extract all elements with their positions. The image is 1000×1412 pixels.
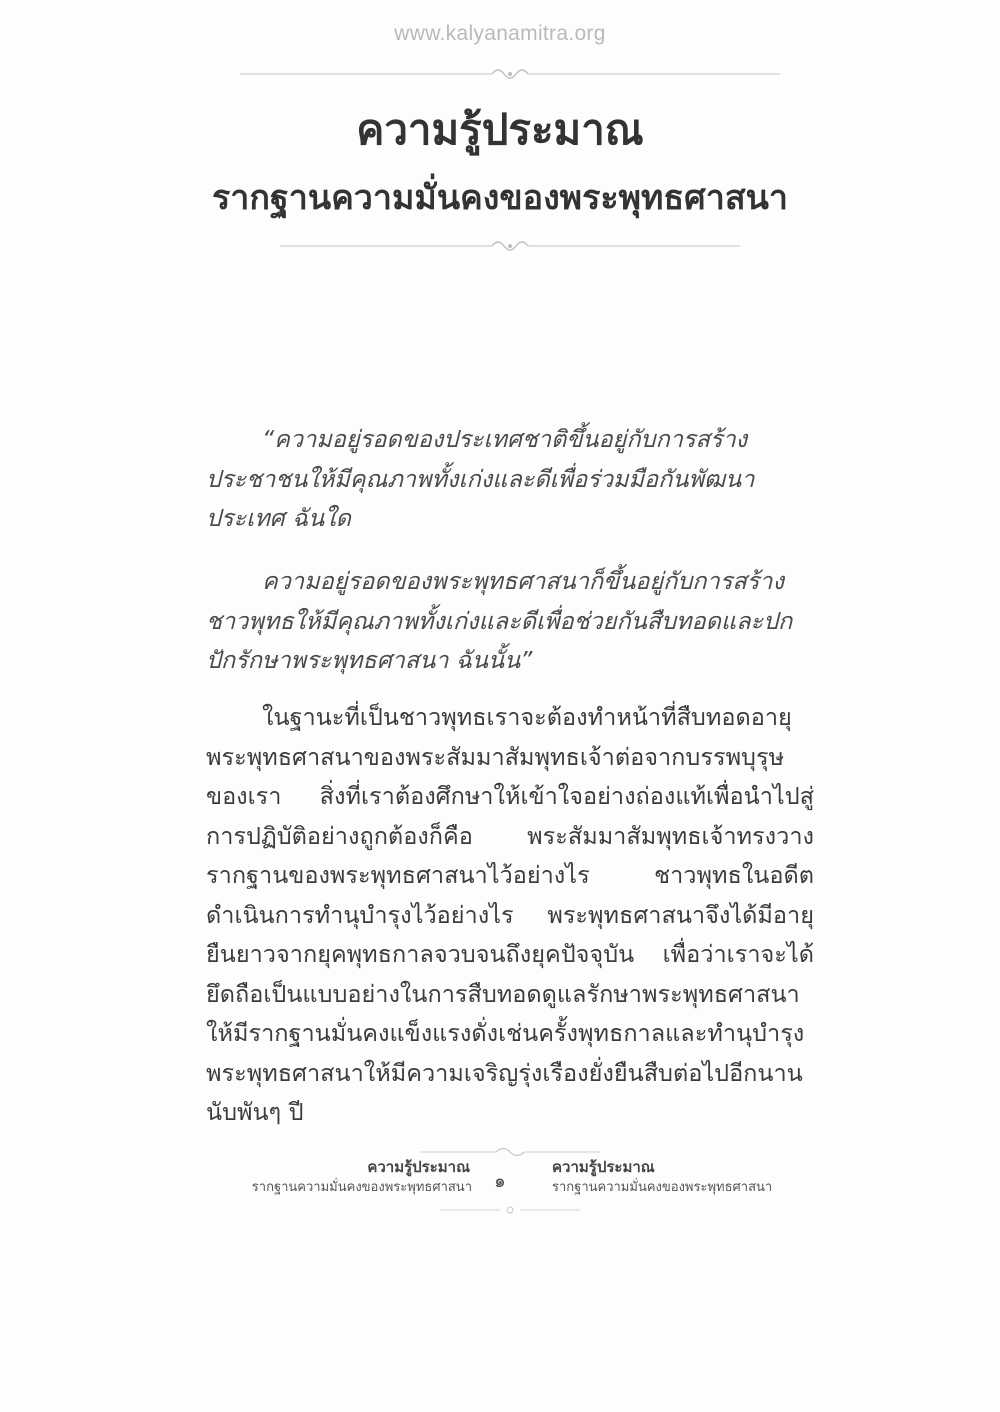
footer-left-subtitle: รากฐานความมั่นคงของพระพุทธศาสนา [251, 1180, 472, 1195]
quote-paragraph-2 [206, 562, 814, 681]
footer-right-title: ความรู้ประมาณ [552, 1158, 655, 1176]
footer-left-block [252, 1156, 472, 1198]
page-number: ๑ [494, 1171, 506, 1192]
page-title: ความรู้ประมาณ [356, 105, 644, 154]
top-ornament-divider [200, 64, 820, 84]
footer-ornament-bottom [420, 1200, 600, 1220]
footer-left-title: ความรู้ประมาณ [367, 1158, 470, 1176]
title-ornament-divider [200, 236, 820, 256]
footer-right-block [552, 1156, 772, 1198]
body-paragraph-1 [206, 698, 814, 1133]
quote-paragraph-1 [206, 420, 814, 539]
quote-text-1: “ความอยู่รอดของประเทศชาติขึ้นอยู่กับการสร้างประชาชนให้มีคุณภาพทั้งเก่งและดีเพื่อร่วมมือกันพัฒนาประเทศ ฉันใด [206, 425, 755, 532]
body-text-1: ในฐานะที่เป็นชาวพุทธเราจะต้องทำหน้าที่สืบทอดอายุพระพุทธศาสนาของพระสัมมาสัมพุทธเจ้าต่อจากบรรพบุรุษของเรา สิ่งที่เราต้องศึกษาให้เข้าใจอย่างถ่องแท้เพื่อนำไปสู่การปฏิบัติอย่างถูกต้องก็คือ พระสัมมาสัมพุทธเจ้าทรงวางรากฐานของพระพุทธศาสนาไว้อย่างไร ชาวพุทธในอดีตดำเนินการทำนุบำรุงไว้อย่างไร พระพุทธศาสนาจึงได้มีอายุยืนยาวจากยุคพุทธกาลจวบจนถึงยุคปัจจุบัน เพื่อว่าเราจะได้ยึดถือเป็นแบบอย่างในการสืบทอดดูแลรักษาพระพุทธศาสนาให้มีรากฐานมั่นคงแข็งแรงดั่งเช่นครั้งพุทธกาลและทำนุบำรุงพระพุทธศาสนาให้มีความเจริญรุ่งเรืองยั่งยืนสืบต่อไปอีกนานนับพันๆ ปี [206, 703, 814, 1126]
watermark-url: www.kalyanamitra.org [394, 22, 606, 45]
page-subtitle: รากฐานความมั่นคงของพระพุทธศาสนา [212, 178, 788, 218]
footer-right-subtitle: รากฐานความมั่นคงของพระพุทธศาสนา [552, 1180, 773, 1195]
quote-text-2: ความอยู่รอดของพระพุทธศาสนาก็ขึ้นอยู่กับการสร้างชาวพุทธให้มีคุณภาพทั้งเก่งและดีเพื่อช่วยกันสืบทอดและปกปักรักษาพระพุทธศาสนา ฉันนั้น” [206, 567, 793, 674]
